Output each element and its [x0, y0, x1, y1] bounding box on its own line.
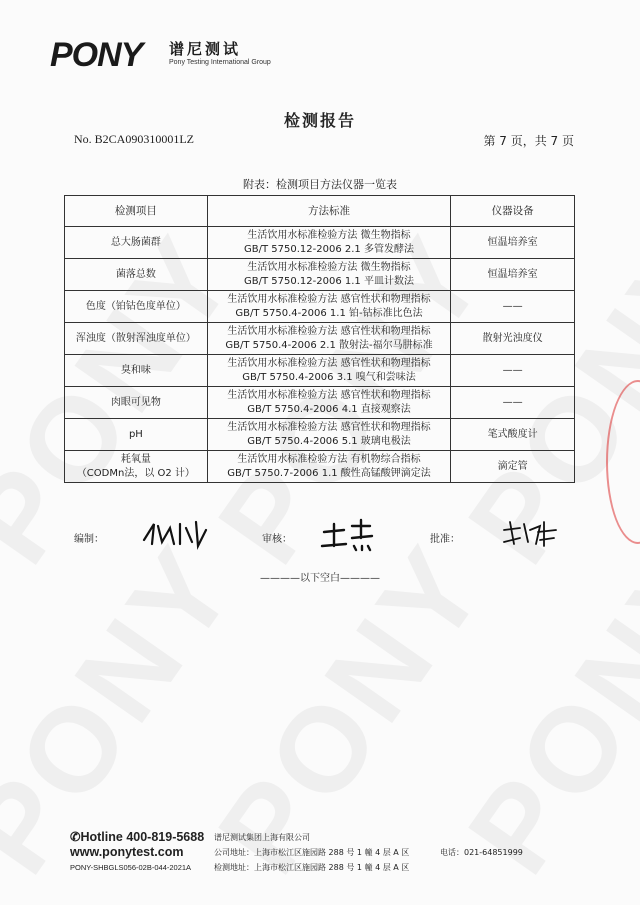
method-cell	[207, 323, 450, 355]
item-name: 浑浊度（散射浑浊度单位）	[75, 332, 196, 344]
method-cell	[207, 227, 450, 259]
table-row	[65, 387, 575, 419]
item-name: 耗氧量	[120, 453, 151, 465]
page-title: 检测报告	[283, 111, 356, 130]
company-name: 谱尼测试集团上海有限公司	[214, 833, 310, 842]
method-line: GB/T 5750.4-2006 1.1 铂-钴标准比色法	[235, 307, 423, 319]
method-line: 生活饮用水标准检验方法 感官性状和物理指标	[227, 389, 431, 401]
method-line: GB/T 5750.12-2006 2.1 多管发酵法	[244, 243, 414, 255]
method-line: 生活饮用水标准检验方法 感官性状和物理指标	[227, 421, 431, 433]
item-cell	[65, 227, 208, 259]
item-cell	[65, 355, 208, 387]
item-name: 菌落总数	[115, 268, 156, 280]
logo-chinese-name: 谱尼测试	[169, 40, 242, 58]
item-name: 色度（铂钴色度单位）	[85, 300, 186, 312]
report-number: No. B2CA090310001LZ	[74, 132, 194, 146]
method-line: GB/T 5750.4-2006 3.1 嗅气和尝味法	[242, 371, 416, 383]
compiler-signature	[140, 516, 210, 550]
approver-label: 批准：	[430, 534, 460, 545]
table-row	[65, 227, 575, 259]
device-cell: 散射光浊度仪	[451, 323, 575, 355]
reviewer-label: 审核：	[262, 534, 292, 545]
method-cell	[207, 259, 450, 291]
column-header-device: 仪器设备	[451, 196, 575, 227]
item-cell	[65, 291, 208, 323]
method-line: GB/T 5750.4-2006 4.1 直接观察法	[247, 403, 411, 415]
table-row	[65, 259, 575, 291]
item-name: 总大肠菌群	[110, 236, 161, 248]
device-cell: 恒温培养室	[451, 259, 575, 291]
item-cell	[65, 323, 208, 355]
method-cell	[207, 355, 450, 387]
phone-icon: ✆	[70, 830, 81, 844]
method-cell	[207, 451, 450, 483]
method-line: 生活饮用水标准检验方法 感官性状和物理指标	[227, 357, 431, 369]
item-name: pH	[128, 428, 143, 440]
document-code: PONY-SHBGLS056-02B-044-2021A	[70, 863, 192, 872]
device-cell: 恒温培养室	[451, 227, 575, 259]
hotline-text: Hotline 400-819-5688	[80, 830, 205, 844]
method-line: GB/T 5750.4-2006 5.1 玻璃电极法	[247, 435, 411, 447]
method-table	[64, 195, 575, 483]
device-cell: 笔式酸度计	[451, 419, 575, 451]
method-cell	[207, 387, 450, 419]
item-name: 肉眼可见物	[110, 396, 161, 408]
column-header-item: 检测项目	[65, 196, 208, 227]
item-name: 臭和味	[120, 364, 151, 376]
method-line: GB/T 5750.12-2006 1.1 平皿计数法	[244, 275, 414, 287]
table-row	[65, 419, 575, 451]
lab-address: 检测地址：上海市松江区施园路 288 号 1 幢 4 层 A 区	[214, 863, 410, 872]
method-line: 生活饮用水标准检验方法 微生物指标	[247, 229, 411, 241]
logo-english-name: Pony Testing International Group	[169, 59, 271, 66]
approver-signature	[500, 516, 560, 552]
page-number: 第 7 页，共 7 页	[483, 134, 574, 148]
table-row	[65, 323, 575, 355]
item-cell	[65, 419, 208, 451]
company-address: 公司地址：上海市松江区施园路 288 号 1 幢 4 层 A 区	[214, 848, 410, 857]
table-header-row	[65, 196, 575, 227]
device-cell: ——	[451, 355, 575, 387]
compiler-label: 编制：	[74, 534, 104, 545]
method-cell	[207, 291, 450, 323]
telephone: 电话：021-64851999	[440, 848, 523, 857]
device-cell: ——	[451, 291, 575, 323]
item-cell	[65, 451, 208, 483]
method-line: 生活饮用水标准检验方法 有机物综合指标	[237, 453, 421, 465]
method-line: 生活饮用水标准检验方法 微生物指标	[247, 261, 411, 273]
blank-note: ————以下空白————	[260, 573, 380, 584]
method-line: GB/T 5750.4-2006 2.1 散射法-福尔马肼标准	[225, 339, 433, 351]
device-cell: ——	[451, 387, 575, 419]
company-logo	[50, 35, 271, 74]
method-line: 生活饮用水标准检验方法 感官性状和物理指标	[227, 325, 431, 337]
method-line: 生活饮用水标准检验方法 感官性状和物理指标	[227, 293, 431, 305]
table-row	[65, 291, 575, 323]
method-line: GB/T 5750.7-2006 1.1 酸性高锰酸钾滴定法	[227, 467, 431, 479]
item-cell	[65, 259, 208, 291]
website: www.ponytest.com	[70, 845, 184, 859]
item-note: （CODMn法，以 O2 计）	[76, 467, 195, 479]
table-row	[65, 355, 575, 387]
logo-wordmark: PONY	[50, 35, 143, 74]
device-cell: 滴定管	[451, 451, 575, 483]
reviewer-signature	[318, 516, 378, 556]
item-cell	[65, 387, 208, 419]
table-caption: 附表：检测项目方法仪器一览表	[243, 178, 397, 191]
method-cell	[207, 419, 450, 451]
column-header-method: 方法标准	[207, 196, 450, 227]
table-row	[65, 451, 575, 483]
hotline	[70, 829, 204, 844]
